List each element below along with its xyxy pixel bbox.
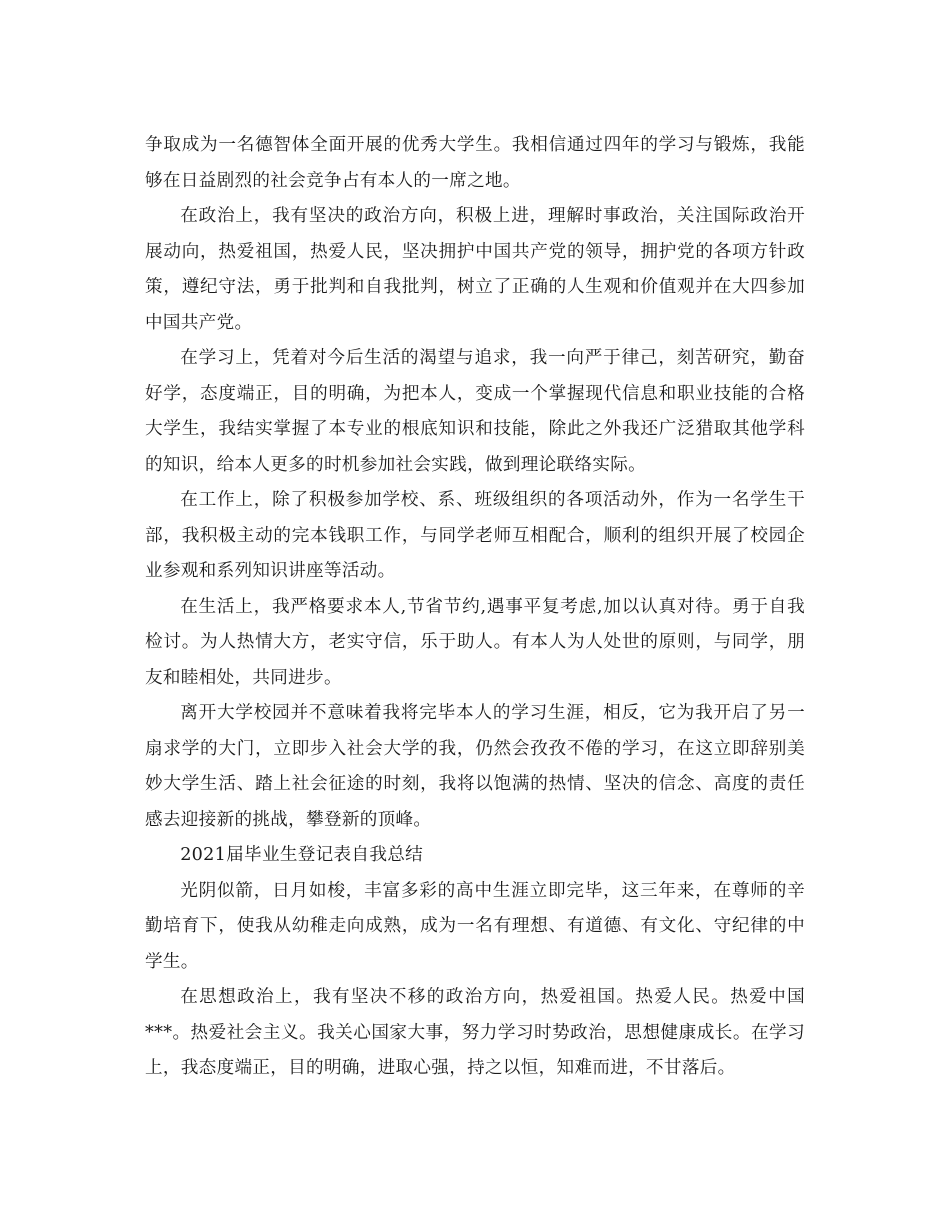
paragraph: 争取成为一名德智体全面开展的优秀大学生。我相信通过四年的学习与锻炼，我能够在日益剧烈的社会竞争占有本人的一席之地。 [145, 135, 805, 191]
paragraph: 离开大学校园并不意味着我将完毕本人的学习生涯，相反，它为我开启了另一扇求学的大门，立即步入社会大学的我，仍然会孜孜不倦的学习，在这立即辞别美妙大学生活、踏上社会征途的时刻，我将以饱满的热情、坚决的信念、高度的责任感去迎接新的挑战，攀登新的顶峰。 [145, 703, 805, 830]
section-heading: 2021届毕业生登记表自我总结 [180, 845, 423, 865]
document-body [145, 128, 805, 1087]
paragraph: 在生活上，我严格要求本人,节省节约,遇事平复考虑,加以认真对待。勇于自我检讨。为人热情大方，老实守信，乐于助人。有本人为人处世的原则，与同学，朋友和睦相处，共同进步。 [145, 596, 805, 688]
paragraph: 在思想政治上，我有坚决不移的政治方向，热爱祖国。热爱人民。热爱中国***。热爱社会主义。我关心国家大事，努力学习时势政治，思想健康成长。在学习上，我态度端正，目的明确，进取心强，持之以恒，知难而进，不甘落后。 [145, 987, 805, 1078]
paragraph: 在工作上，除了积极参加学校、系、班级组织的各项活动外，作为一名学生干部，我积极主动的完本钱职工作，与同学老师互相配合，顺利的组织开展了校园企业参观和系列知识讲座等活动。 [145, 490, 805, 581]
paragraph: 光阴似箭，日月如梭，丰富多彩的高中生涯立即完毕，这三年来，在尊师的辛勤培育下，使我从幼稚走向成熟，成为一名有理想、有道德、有文化、守纪律的中学生。 [145, 880, 805, 972]
paragraph: 在政治上，我有坚决的政治方向，积极上进，理解时事政治，关注国际政治开展动向，热爱祖国，热爱人民，坚决拥护中国共产党的领导，拥护党的各项方针政策，遵纪守法，勇于批判和自我批判，树立了正确的人生观和价值观并在大四参加中国共产党。 [145, 206, 805, 333]
paragraph: 在学习上，凭着对今后生活的渴望与追求，我一向严于律己，刻苦研究，勤奋好学，态度端正，目的明确，为把本人，变成一个掌握现代信息和职业技能的合格大学生，我结实掌握了本专业的根底知识和技能，除此之外我还广泛猎取其他学科的知识，给本人更多的时机参加社会实践，做到理论联络实际。 [145, 348, 805, 475]
